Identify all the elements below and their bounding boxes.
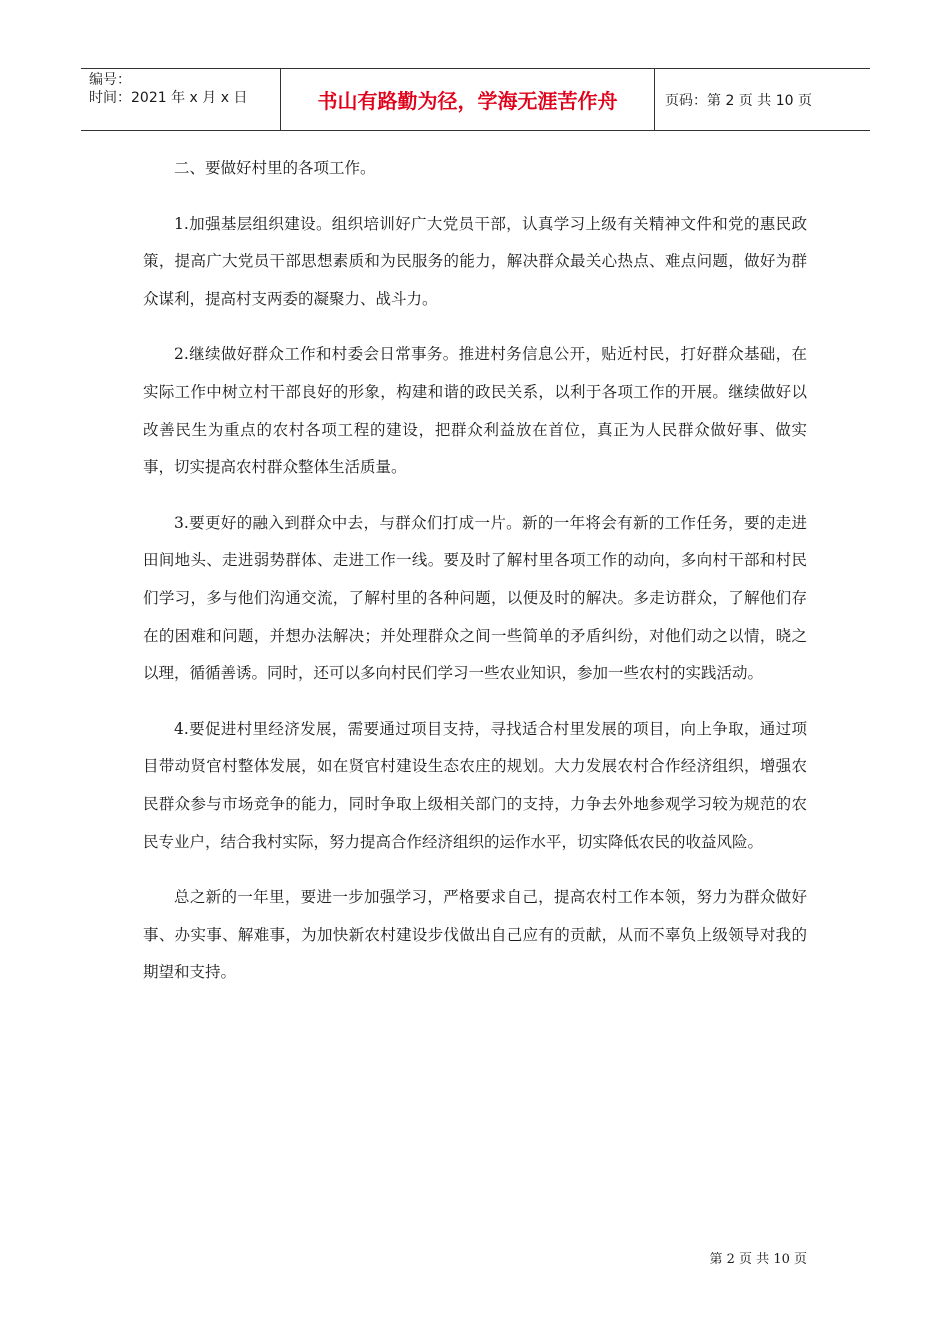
page-header — [81, 68, 870, 131]
document-body — [143, 150, 807, 1010]
paragraph-3: 3.要更好的融入到群众中去，与群众们打成一片。新的一年将会有新的工作任务，要的走进田间地头、走进弱势群体、走进工作一线。要及时了解村里各项工作的动向，多向村干部和村民们学习，多与他们沟通交流，了解村里的各种问题，以便及时的解决。多走访群众，了解他们存在的困难和问题，并想办法解决；并处理群众之间一些简单的矛盾纠纷，对他们动之以情，晓之以理，循循善诱。同时，还可以多向村民们学习一些农业知识，参加一些农村的实践活动。 — [143, 513, 807, 683]
paragraph-1: 1.加强基层组织建设。组织培训好广大党员干部，认真学习上级有关精神文件和党的惠民政策，提高广大党员干部思想素质和为民服务的能力，解决群众最关心热点、难点问题，做好为群众谋利，提高村支两委的凝聚力、战斗力。 — [143, 214, 807, 308]
page-footer: 第 2 页 共 10 页 — [709, 1252, 807, 1267]
paragraph-2: 2.继续做好群众工作和村委会日常事务。推进村务信息公开，贴近村民，打好群众基础，在实际工作中树立村干部良好的形象，构建和谐的政民关系，以利于各项工作的开展。继续做好以改善民生为重点的农村各项工程的建设，把群众利益放在首位，真正为人民群众做好事、做实事，切实提高农村群众整体生活质量。 — [143, 345, 807, 477]
paragraph-summary: 总之新的一年里，要进一步加强学习，严格要求自己，提高农村工作本领，努力为群众做好事、办实事、解难事，为加快新农村建设步伐做出自己应有的贡献，从而不辜负上级领导对我的期望和支持。 — [143, 888, 807, 982]
time-label: 时间：2021 年 x 月 x 日 — [89, 90, 248, 106]
header-page-info: 页码：第 2 页 共 10 页 — [665, 92, 812, 109]
header-motto: 书山有路勤为径，学海无涯苦作舟 — [281, 69, 655, 130]
header-meta — [81, 69, 281, 130]
paragraph-4: 4.要促进村里经济发展，需要通过项目支持，寻找适合村里发展的项目，向上争取，通过项目带动贤官村整体发展，如在贤官村建设生态农庄的规划。大力发展农村合作经济组织，增强农民群众参与市场竞争的能力，同时争取上级相关部门的支持，力争去外地参观学习较为规范的农民专业户，结合我村实际，努力提高合作经济组织的运作水平，切实降低农民的收益风险。 — [143, 719, 807, 851]
number-label: 编号： — [89, 72, 131, 88]
section-heading: 二、要做好村里的各项工作。 — [174, 159, 376, 177]
